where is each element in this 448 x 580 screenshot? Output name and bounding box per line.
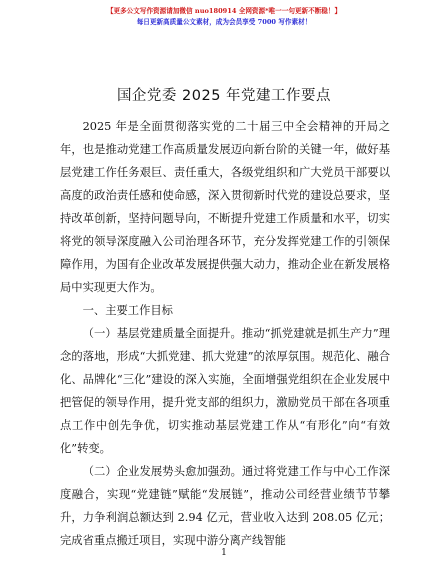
section-heading: 一、主要工作目标: [82, 304, 173, 317]
promo-banner-line-1: 【更多公文写作资源请加微信 nuo180914 全网资源*唯一一句更新不断稳！】: [106, 7, 342, 15]
promo-banner-line-2: 每日更新高质量公文素材，成为会员享受 7000 写作素材！: [136, 18, 312, 26]
document-title: 国企党委 2025 年党建工作要点: [116, 88, 332, 104]
promo-banner: [0, 6, 448, 28]
body-paragraph: （一）基层党建质量全面提升。推动“抓党建就是抓生产力”理念的落地，形成“大抓党建、抓大党建”的浓厚氛围。规范化、融合化、品牌化“三化”建设的深入实施，全面增强党组织在企业发展中把管促的领导作用，提升党支部的组织力，激励党员干部在各项重点工作中创先争优，切实推动基层党建工作从“有形化”向“有效化”转变。: [60, 327, 390, 455]
body-paragraph: （二）企业发展势头愈加强劲。通过将党建工作与中心工作深度融合，实现“党建链”赋能“发展链”，推动公司经营业绩节节攀升，力争利润总额达到 2.94 亿元，营业收入达到 208.05 亿元；完成省重点搬迁项目，实现中游分离产线智能: [60, 465, 390, 547]
page-number: 1: [221, 548, 227, 558]
intro-paragraph: 2025 年是全面贯彻落实党的二十届三中全会精神的开局之年，也是推动党建工作高质量发展迈向新台阶的关键一年，做好基层党建工作任务艰巨、责任重大，各级党组织和广大党员干部要以高度的政治责任感和使命感，深入贯彻新时代党的建设总要求，坚持改革创新，坚持问题导向，不断提升党建工作质量和水平，切实将党的领导深度融入公司治理各环节，充分发挥党建工作的引领保障作用，为国有企业改革发展提供强大动力，推动企业在新发展格局中实现更大作为。: [60, 120, 390, 294]
document-body: [60, 115, 390, 552]
